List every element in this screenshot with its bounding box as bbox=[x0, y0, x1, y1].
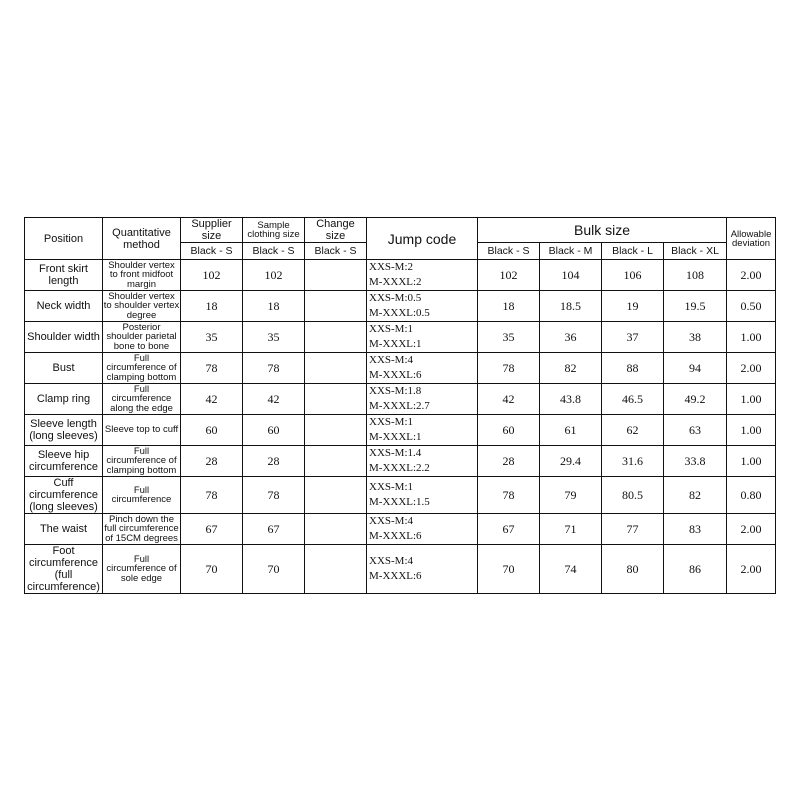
bulk-size-cell: 102 bbox=[478, 260, 540, 291]
table-row bbox=[25, 514, 776, 545]
position-cell: Clamp ring bbox=[25, 384, 103, 415]
bulk-size-cell: 31.6 bbox=[602, 446, 664, 477]
method-cell: Sleeve top to cuff bbox=[103, 415, 181, 446]
deviation-cell: 2.00 bbox=[727, 353, 776, 384]
header-change-size: Change size bbox=[305, 218, 367, 243]
bulk-size-cell: 71 bbox=[540, 514, 602, 545]
sub-header-bulk-xl: Black - XL bbox=[664, 243, 727, 260]
jump-code-line: M-XXXL:1 bbox=[369, 338, 422, 350]
jump-code-cell bbox=[367, 384, 478, 415]
method-cell: Shoulder vertex to shoulder vertex degree bbox=[103, 290, 180, 321]
supplier-size-cell: 42 bbox=[181, 384, 243, 415]
jump-code-line: M-XXXL:1.5 bbox=[369, 496, 430, 508]
bulk-size-cell: 70 bbox=[478, 545, 540, 594]
position-cell: Shoulder width bbox=[25, 322, 103, 353]
change-size-cell bbox=[305, 415, 367, 446]
bulk-size-cell: 80 bbox=[602, 545, 664, 594]
jump-code-line: M-XXXL:2 bbox=[369, 276, 422, 288]
bulk-size-cell: 46.5 bbox=[602, 384, 664, 415]
table-row bbox=[25, 353, 776, 384]
bulk-size-cell: 86 bbox=[664, 545, 727, 594]
bulk-size-cell: 60 bbox=[478, 415, 540, 446]
header-allowable-deviation: Allowable deviation bbox=[727, 218, 776, 260]
change-size-cell bbox=[305, 514, 367, 545]
bulk-size-cell: 37 bbox=[602, 322, 664, 353]
bulk-size-cell: 108 bbox=[664, 260, 727, 291]
deviation-cell: 2.00 bbox=[727, 260, 776, 291]
sub-header-sample: Black - S bbox=[243, 243, 305, 260]
deviation-cell: 1.00 bbox=[727, 384, 776, 415]
sub-header-supplier: Black - S bbox=[181, 243, 243, 260]
method-cell: Full circumference along the edge bbox=[103, 384, 181, 415]
bulk-size-cell: 88 bbox=[602, 353, 664, 384]
method-cell: Full circumference of clamping bottom bbox=[103, 446, 181, 477]
jump-code-cell bbox=[367, 322, 478, 353]
deviation-cell: 2.00 bbox=[727, 514, 776, 545]
table-row bbox=[25, 545, 776, 594]
sub-header-bulk-m: Black - M bbox=[540, 243, 602, 260]
position-cell: Neck width bbox=[25, 291, 103, 322]
bulk-size-cell: 19.5 bbox=[664, 291, 727, 322]
bulk-size-cell: 33.8 bbox=[664, 446, 727, 477]
table-row bbox=[25, 291, 776, 322]
sample-size-cell: 42 bbox=[243, 384, 305, 415]
bulk-size-cell: 43.8 bbox=[540, 384, 602, 415]
bulk-size-cell: 83 bbox=[664, 514, 727, 545]
table-row bbox=[25, 446, 776, 477]
jump-code-cell bbox=[367, 291, 478, 322]
bulk-size-cell: 18.5 bbox=[540, 291, 602, 322]
supplier-size-cell: 60 bbox=[181, 415, 243, 446]
bulk-size-cell: 104 bbox=[540, 260, 602, 291]
deviation-cell: 0.50 bbox=[727, 291, 776, 322]
jump-code-cell bbox=[367, 477, 478, 514]
method-cell: Full circumference bbox=[103, 477, 181, 514]
sample-size-cell: 67 bbox=[243, 514, 305, 545]
bulk-size-cell: 106 bbox=[602, 260, 664, 291]
header-bulk-size: Bulk size bbox=[478, 218, 727, 243]
supplier-size-cell: 28 bbox=[181, 446, 243, 477]
jump-code-line: M-XXXL:0.5 bbox=[369, 307, 430, 319]
position-cell: Foot circumference (full circumference) bbox=[25, 545, 103, 594]
jump-code-cell bbox=[367, 446, 478, 477]
jump-code-line: M-XXXL:1 bbox=[369, 431, 422, 443]
jump-code-line: M-XXXL:6 bbox=[369, 369, 422, 381]
supplier-size-cell: 102 bbox=[181, 260, 243, 291]
position-cell: Bust bbox=[25, 353, 103, 384]
supplier-size-cell: 78 bbox=[181, 477, 243, 514]
bulk-size-cell: 18 bbox=[478, 291, 540, 322]
bulk-size-cell: 74 bbox=[540, 545, 602, 594]
change-size-cell bbox=[305, 384, 367, 415]
position-cell: Sleeve length (long sleeves) bbox=[25, 415, 103, 446]
sample-size-cell: 78 bbox=[243, 477, 305, 514]
bulk-size-cell: 63 bbox=[664, 415, 727, 446]
jump-code-cell bbox=[367, 260, 478, 291]
size-spec-table bbox=[24, 217, 776, 594]
change-size-cell bbox=[305, 291, 367, 322]
deviation-cell: 1.00 bbox=[727, 415, 776, 446]
supplier-size-cell: 35 bbox=[181, 322, 243, 353]
jump-code-cell bbox=[367, 514, 478, 545]
jump-code-line: XXS-M:1 bbox=[369, 323, 414, 335]
supplier-size-cell: 78 bbox=[181, 353, 243, 384]
bulk-size-cell: 28 bbox=[478, 446, 540, 477]
bulk-size-cell: 49.2 bbox=[664, 384, 727, 415]
bulk-size-cell: 36 bbox=[540, 322, 602, 353]
jump-code-line: M-XXXL:2.2 bbox=[369, 462, 430, 474]
supplier-size-cell: 67 bbox=[181, 514, 243, 545]
bulk-size-cell: 79 bbox=[540, 477, 602, 514]
jump-code-line: M-XXXL:6 bbox=[369, 530, 422, 542]
bulk-size-cell: 42 bbox=[478, 384, 540, 415]
deviation-cell: 2.00 bbox=[727, 545, 776, 594]
bulk-size-cell: 38 bbox=[664, 322, 727, 353]
header-row-1 bbox=[25, 218, 776, 243]
bulk-size-cell: 78 bbox=[478, 353, 540, 384]
jump-code-line: XXS-M:4 bbox=[369, 515, 414, 527]
deviation-cell: 1.00 bbox=[727, 446, 776, 477]
sample-size-cell: 35 bbox=[243, 322, 305, 353]
sample-size-cell: 70 bbox=[243, 545, 305, 594]
bulk-size-cell: 80.5 bbox=[602, 477, 664, 514]
table-row bbox=[25, 477, 776, 514]
bulk-size-cell: 82 bbox=[540, 353, 602, 384]
bulk-size-cell: 29.4 bbox=[540, 446, 602, 477]
bulk-size-cell: 35 bbox=[478, 322, 540, 353]
jump-code-line: XXS-M:2 bbox=[369, 261, 414, 273]
bulk-size-cell: 94 bbox=[664, 353, 727, 384]
jump-code-line: XXS-M:1 bbox=[369, 416, 414, 428]
header-sample-size: Sample clothing size bbox=[243, 218, 305, 243]
deviation-cell: 0.80 bbox=[727, 477, 776, 514]
change-size-cell bbox=[305, 322, 367, 353]
table-row bbox=[25, 384, 776, 415]
method-cell: Posterior shoulder parietal bone to bone bbox=[103, 322, 181, 353]
sample-size-cell: 18 bbox=[243, 291, 305, 322]
supplier-size-cell: 70 bbox=[181, 545, 243, 594]
change-size-cell bbox=[305, 260, 367, 291]
header-method: Quantitative method bbox=[103, 218, 181, 260]
bulk-size-cell: 78 bbox=[478, 477, 540, 514]
jump-code-line: M-XXXL:2.7 bbox=[369, 400, 430, 412]
deviation-cell: 1.00 bbox=[727, 322, 776, 353]
header-jump-code: Jump code bbox=[367, 218, 478, 260]
position-cell: The waist bbox=[25, 514, 103, 545]
jump-code-cell bbox=[367, 545, 478, 594]
bulk-size-cell: 82 bbox=[664, 477, 727, 514]
sample-size-cell: 28 bbox=[243, 446, 305, 477]
jump-code-line: XXS-M:4 bbox=[369, 555, 414, 567]
header-position: Position bbox=[25, 218, 103, 260]
sub-header-change: Black - S bbox=[305, 243, 367, 260]
jump-code-line: XXS-M:1.4 bbox=[369, 447, 422, 459]
method-cell: Full circumference of clamping bottom bbox=[103, 353, 181, 384]
change-size-cell bbox=[305, 446, 367, 477]
table-row bbox=[25, 322, 776, 353]
position-cell: Front skirt length bbox=[25, 260, 103, 291]
sub-header-bulk-s: Black - S bbox=[478, 243, 540, 260]
change-size-cell bbox=[305, 545, 367, 594]
change-size-cell bbox=[305, 477, 367, 514]
supplier-size-cell: 18 bbox=[181, 291, 243, 322]
bulk-size-cell: 67 bbox=[478, 514, 540, 545]
position-cell: Sleeve hip circumference bbox=[25, 446, 103, 477]
jump-code-line: XXS-M:0.5 bbox=[369, 292, 422, 304]
change-size-cell bbox=[305, 353, 367, 384]
method-cell: Full circumference of sole edge bbox=[103, 545, 181, 594]
sample-size-cell: 78 bbox=[243, 353, 305, 384]
sample-size-cell: 102 bbox=[243, 260, 305, 291]
jump-code-cell bbox=[367, 415, 478, 446]
jump-code-line: XXS-M:4 bbox=[369, 354, 414, 366]
jump-code-line: XXS-M:1.8 bbox=[369, 385, 422, 397]
sub-header-bulk-l: Black - L bbox=[602, 243, 664, 260]
bulk-size-cell: 19 bbox=[602, 291, 664, 322]
table-row bbox=[25, 415, 776, 446]
method-cell: Shoulder vertex to front midfoot margin bbox=[103, 260, 181, 291]
position-cell: Cuff circumference (long sleeves) bbox=[25, 477, 103, 514]
bulk-size-cell: 61 bbox=[540, 415, 602, 446]
header-supplier-size: Supplier size bbox=[181, 218, 243, 243]
bulk-size-cell: 62 bbox=[602, 415, 664, 446]
table-row bbox=[25, 260, 776, 291]
jump-code-line: XXS-M:1 bbox=[369, 481, 414, 493]
jump-code-line: M-XXXL:6 bbox=[369, 570, 422, 582]
sample-size-cell: 60 bbox=[243, 415, 305, 446]
bulk-size-cell: 77 bbox=[602, 514, 664, 545]
method-cell: Pinch down the full circumference of 15CM degrees bbox=[104, 513, 179, 544]
jump-code-cell bbox=[367, 353, 478, 384]
